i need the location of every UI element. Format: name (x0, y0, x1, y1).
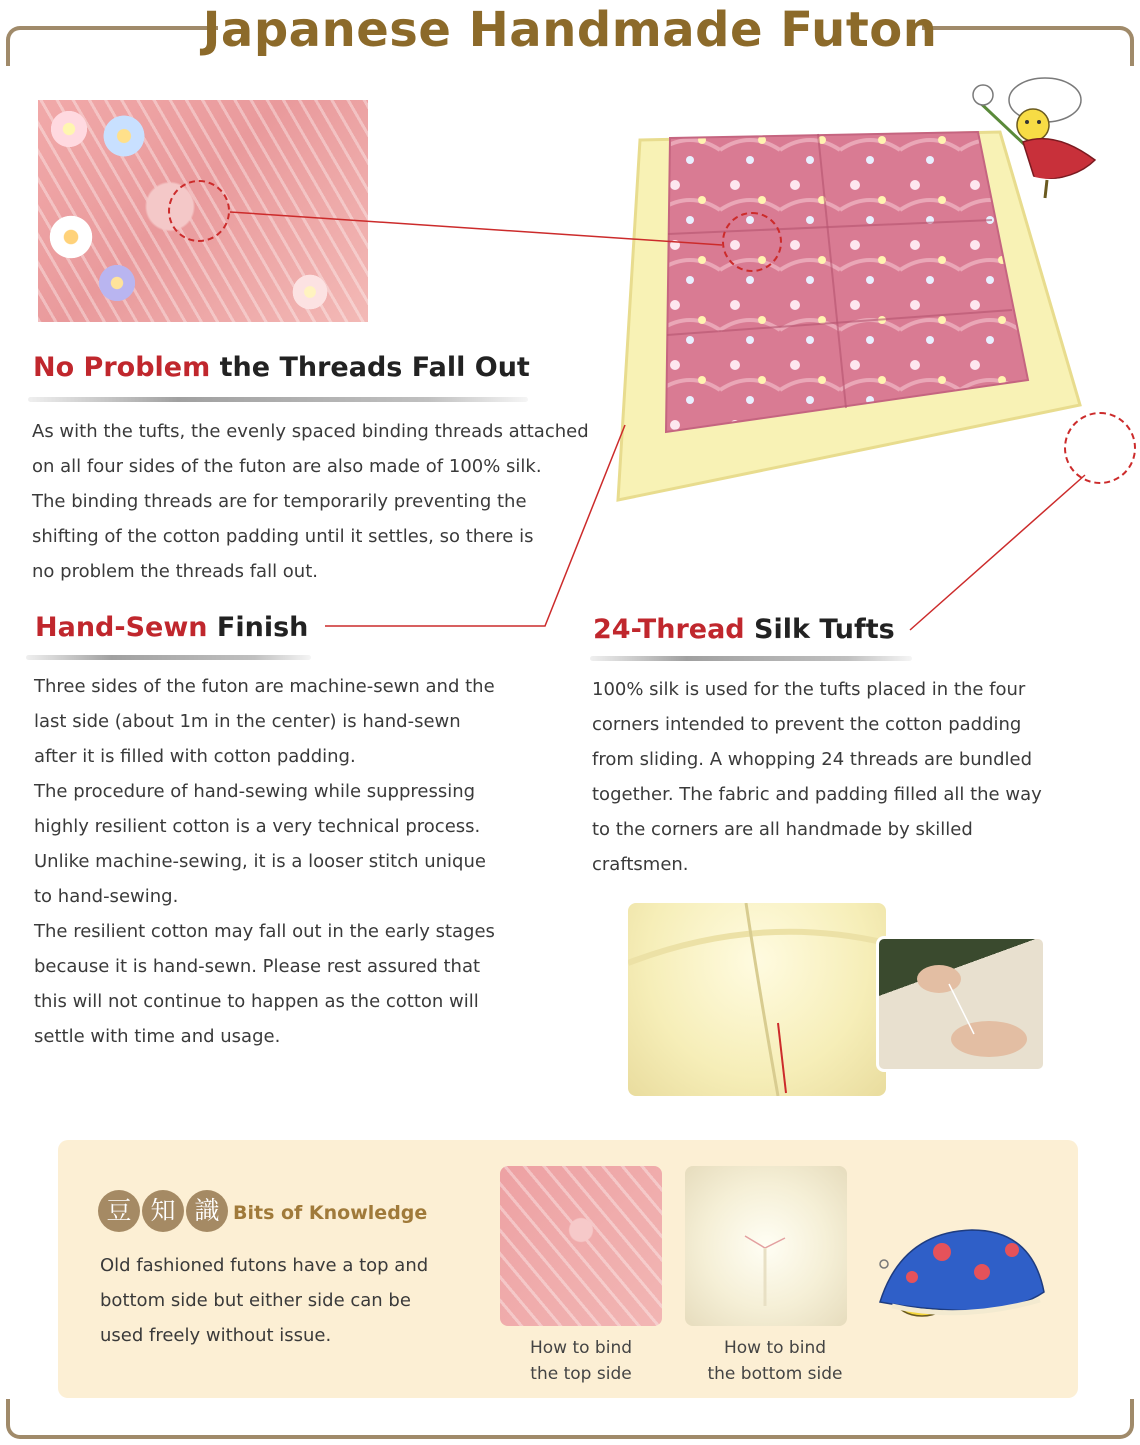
knowledge-line: used freely without issue. (100, 1325, 332, 1346)
knowledge-title: Bits of Knowledge (233, 1202, 428, 1224)
knowledge-line: Old fashioned futons have a top and (100, 1255, 429, 1276)
tufts-line: together. The fabric and padding filled all the way (592, 784, 1042, 805)
sleeping-mascot-icon (872, 1222, 1052, 1322)
hand-sewn-line: because it is hand-sewn. Please rest assured that (34, 956, 481, 977)
hand-sewn-line: settle with time and usage. (34, 1026, 281, 1047)
knowledge-badge (98, 1190, 230, 1232)
knowledge-badge-char: 豆 (98, 1190, 140, 1232)
threads-line: no problem the threads fall out. (32, 561, 318, 582)
tufts-heading-rest: Silk Tufts (744, 614, 895, 645)
hand-sewn-line: to hand-sewing. (34, 886, 179, 907)
page-title: Japanese Handmade Futon (202, 2, 938, 58)
hand-sewn-line: Three sides of the futon are machine-sewn and the (34, 676, 495, 697)
threads-line: The binding threads are for temporarily preventing the (32, 491, 527, 512)
hand-sewn-line: The resilient cotton may fall out in the early stages (34, 921, 495, 942)
threads-heading-rest: the Threads Fall Out (210, 352, 530, 383)
threads-heading-underline (28, 397, 528, 402)
hand-sewn-line: Unlike machine-sewing, it is a looser stitch unique (34, 851, 486, 872)
bottom-side-binding-photo (685, 1166, 847, 1326)
hand-sewn-heading-underline (26, 655, 311, 660)
bottom-side-caption (685, 1335, 865, 1387)
bottom-side-caption-line: How to bind (723, 1338, 827, 1358)
threads-line: on all four sides of the futon are also made of 100% silk. (32, 456, 542, 477)
hand-sewn-heading-accent: Hand-Sewn (35, 612, 208, 643)
hand-sewn-seam-photo (628, 903, 886, 1096)
top-side-caption (500, 1335, 662, 1387)
threads-heading (33, 352, 530, 383)
hand-sewn-line: The procedure of hand-sewing while suppressing (34, 781, 476, 802)
hand-sewn-line: this will not continue to happen as the cotton will (34, 991, 479, 1012)
hand-sewn-line: after it is filled with cotton padding. (34, 746, 356, 767)
bottom-side-caption-line: the bottom side (707, 1364, 843, 1384)
hand-sewn-line: last side (about 1m in the center) is hand-sewn (34, 711, 461, 732)
tufts-heading-accent: 24-Thread (593, 614, 745, 645)
tufts-line: 100% silk is used for the tufts placed in the four (592, 679, 1026, 700)
hand-sewn-line: highly resilient cotton is a very technical process. (34, 816, 481, 837)
hand-sewn-heading (35, 612, 308, 643)
tufts-heading (593, 614, 895, 645)
tufts-heading-underline (590, 656, 912, 661)
hand-sewing-photo (876, 936, 1046, 1072)
threads-paragraph (32, 414, 589, 589)
knowledge-paragraph (100, 1248, 428, 1353)
hand-sewn-heading-rest: Finish (207, 612, 309, 643)
top-side-caption-line: the top side (530, 1364, 632, 1384)
top-side-binding-photo (500, 1166, 662, 1326)
tufts-line: from sliding. A whopping 24 threads are bundled (592, 749, 1033, 770)
top-side-caption-line: How to bind (529, 1338, 633, 1358)
threads-heading-accent: No Problem (33, 352, 211, 383)
tufts-line: craftsmen. (592, 854, 689, 875)
hand-sewn-paragraph (34, 669, 495, 1054)
cotton-mascot-icon (965, 70, 1110, 205)
knowledge-badge-char: 識 (186, 1190, 228, 1232)
knowledge-line: bottom side but either side can be (100, 1290, 411, 1311)
tufts-paragraph (592, 672, 1042, 882)
threads-line: As with the tufts, the evenly spaced binding threads attached (32, 421, 589, 442)
threads-line: shifting of the cotton padding until it settles, so there is (32, 526, 534, 547)
knowledge-badge-char: 知 (142, 1190, 184, 1232)
tufts-line: to the corners are all handmade by skilled (592, 819, 973, 840)
tufts-line: corners intended to prevent the cotton padding (592, 714, 1022, 735)
